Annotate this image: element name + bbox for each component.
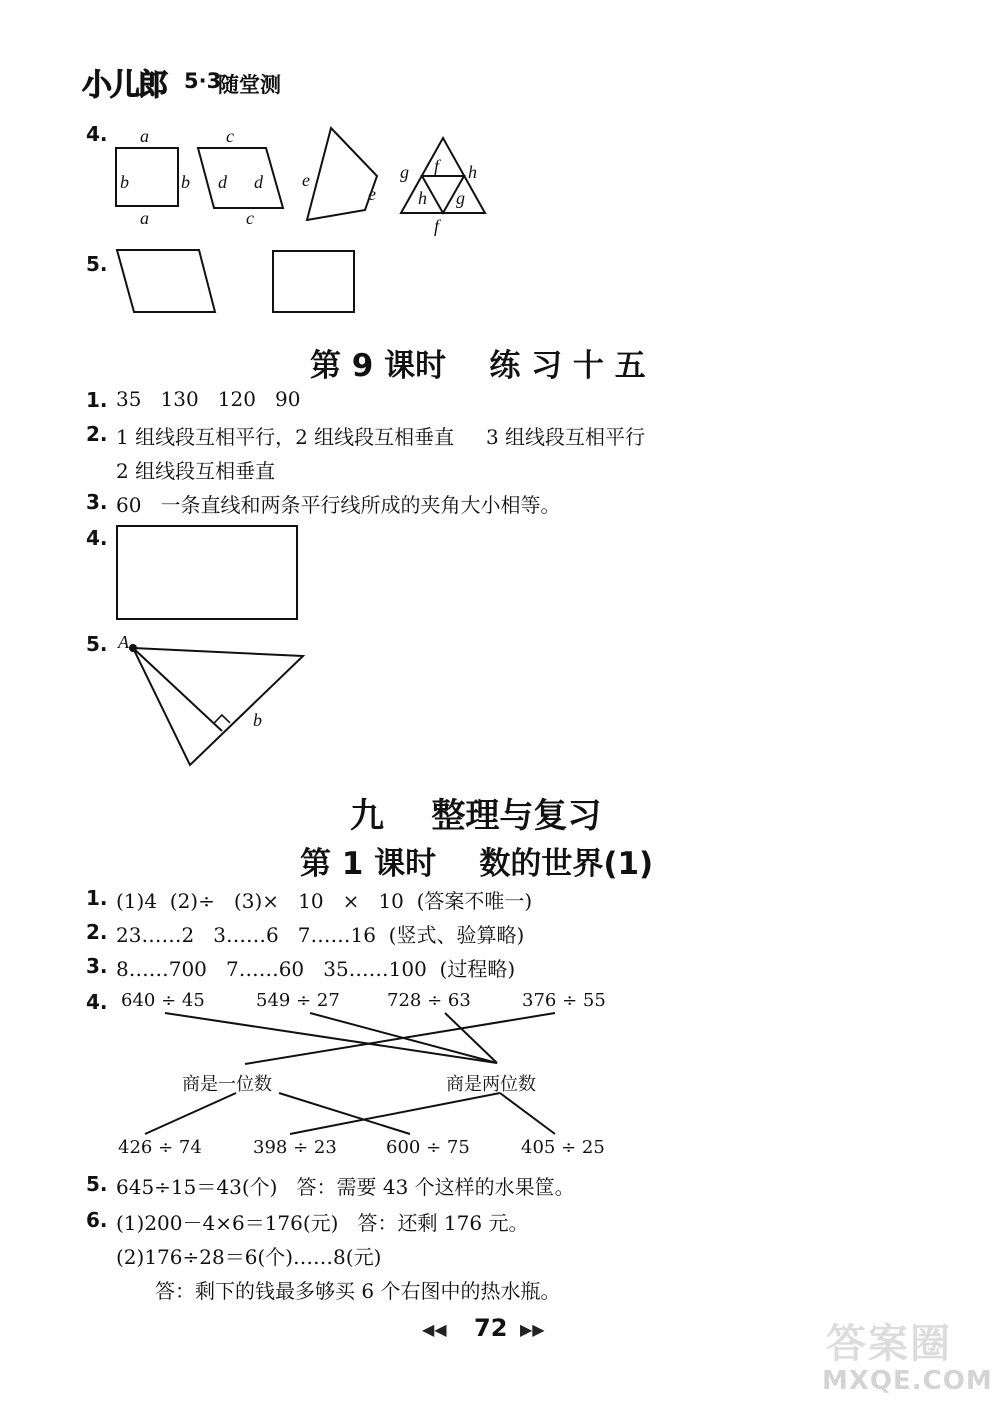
u9-q6-answer-3: 答：剩下的钱最多够买 6 个右图中的热水瓶。 (155, 1279, 561, 1303)
u9-q6-answer-2: (2)176÷28＝6(个)……8(元) (116, 1245, 382, 1269)
expr-top-1: 640 ÷ 45 (121, 990, 205, 1011)
l9-q2-answer: 1 组线段互相平行，2 组线段互相垂直 3 组线段互相平行 (116, 425, 646, 449)
u9-q3-answer: 8……700 7……60 35……100 (过程略) (116, 957, 516, 981)
shape-label: g (400, 162, 409, 182)
u9-q2-number: 2. (86, 920, 108, 944)
expr-bottom-4: 405 ÷ 25 (521, 1137, 605, 1158)
u9-q3-number: 3. (86, 954, 108, 978)
page-footer (420, 1314, 580, 1348)
lesson9-title: 第 9 课时 练 习 十 五 (310, 348, 646, 384)
shape-label: a (140, 208, 149, 228)
category-one-digit: 商是一位数 (182, 1074, 272, 1095)
unit9-lesson-title: 第 1 课时 数的世界(1) (300, 846, 654, 882)
l9-q5-number: 5. (86, 632, 108, 656)
shape-label: c (246, 208, 254, 228)
line-label-b: b (253, 710, 262, 730)
unit9-title: 九 整理与复习 (350, 796, 602, 836)
l9-q3-answer: 60 一条直线和两条平行线所成的夹角大小相等。 (116, 493, 561, 517)
expr-bottom-2: 398 ÷ 23 (253, 1137, 337, 1158)
shape-label: h (418, 188, 427, 208)
shape-label: e (368, 184, 376, 204)
shape-label: d (218, 172, 227, 192)
shape-label: f (434, 156, 440, 176)
category-two-digit: 商是两位数 (446, 1074, 536, 1095)
u9-q5-answer: 645÷15＝43(个) 答：需要 43 个这样的水果筐。 (116, 1175, 575, 1199)
watermark-bottom: MXQE.COM (822, 1366, 993, 1396)
brand-logo: 小儿郎 (82, 68, 166, 103)
expr-bottom-3: 600 ÷ 75 (386, 1137, 470, 1158)
u9-q5-number: 5. (86, 1172, 108, 1196)
shape-label: c (226, 126, 234, 146)
prev-q4-number: 4. (86, 122, 108, 146)
u9-q4-number: 4. (86, 990, 108, 1014)
shape-label: e (302, 170, 310, 190)
shape-label: g (456, 188, 465, 208)
prev-arrows-icon: ◀◀ (422, 1320, 447, 1339)
expr-bottom-1: 426 ÷ 74 (118, 1137, 202, 1158)
shape-label: a (140, 126, 149, 146)
shape-label: b (120, 172, 129, 192)
u9-q1-answer: (1)4 (2)÷ (3)× 10 × 10 (答案不唯一) (116, 889, 533, 913)
l9-q1-answer: 35 130 120 90 (116, 387, 301, 411)
u9-q1-number: 1. (86, 886, 108, 910)
shape-label: f (434, 216, 440, 236)
l9-q4-number: 4. (86, 526, 108, 550)
u9-q6-answer-1: (1)200－4×6＝176(元) 答：还剩 176 元。 (116, 1211, 529, 1235)
next-arrows-icon: ▶▶ (520, 1320, 545, 1339)
series-number: 5·3 (184, 69, 222, 93)
watermark-top: 答案圈 (826, 1321, 952, 1367)
shape-label: h (468, 162, 477, 182)
expr-top-3: 728 ÷ 63 (387, 990, 471, 1011)
shape-label: d (254, 172, 263, 192)
l9-q2-number: 2. (86, 422, 108, 446)
l9-q3-number: 3. (86, 490, 108, 514)
l9-q2-answer-line2: 2 组线段互相垂直 (116, 459, 276, 483)
page-number: 72 (474, 1314, 508, 1342)
expr-top-2: 549 ÷ 27 (256, 990, 340, 1011)
series-name: 随堂测 (218, 73, 281, 97)
u9-q6-number: 6. (86, 1208, 108, 1232)
l9-q1-number: 1. (86, 388, 108, 412)
prev-q5-number: 5. (86, 252, 108, 276)
point-label-a: A (118, 632, 129, 652)
u9-q2-answer: 23……2 3……6 7……16 (竖式、验算略) (116, 923, 525, 947)
shape-label: b (181, 172, 190, 192)
expr-top-4: 376 ÷ 55 (522, 990, 606, 1011)
